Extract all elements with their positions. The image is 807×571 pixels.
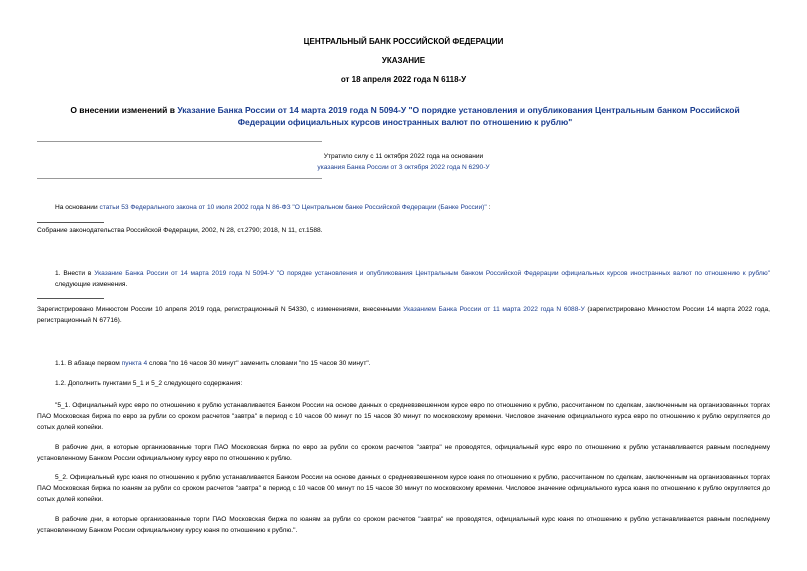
item-1-2: 1.2. Дополнить пунктами 5_1 и 5_2 следующего содержания: (55, 380, 243, 387)
footnote-2 (37, 304, 770, 326)
heading-link[interactable]: Указание Банка России от 14 марта 2019 года N 5094-У "О порядке установления и опубликования Центральным банком Российской Федерации официальных курсов иностранных валют по отношению к рублю" (177, 105, 740, 127)
basis-suffix: : (486, 204, 491, 211)
doc-heading (50, 104, 760, 128)
heading-prefix: О внесении изменений в (70, 105, 178, 115)
footnote-divider-2 (37, 298, 104, 299)
paragraph-5-2-b: В рабочие дни, в которые организованные торги ПАО Московская биржа по юаням за рубли со сроком расчетов "завтра" не проводятся, официальный курс юаня по отношению к рублю устанавливается равным последнему установленному Банком России официальному курсу юаня по отношению к рублю.". (37, 516, 770, 534)
item-1-1-link[interactable]: пункта 4 (121, 360, 148, 367)
doc-date-number: от 18 апреля 2022 года N 6118-У (340, 75, 467, 84)
status-text: Утратило силу с 11 октября 2022 года на основании (323, 153, 484, 160)
doc-type: УКАЗАНИЕ (381, 56, 426, 65)
paragraph-5-2: 5_2. Официальный курс юаня по отношению к рублю устанавливается Банком России на основе данных о средневзвешенном курсе юаня по отношению к рублю, рассчитанном по сделкам, заключенным на организованных торгах ПАО Московская биржа по юаням за рубли со сроком расчетов "завтра" в период с 10 часов 00 минут по 15 часов 30 минут по московскому времени. Числовое значение официального курса юаня по отношению к рублю округляется до сотых долей копейки. (37, 474, 770, 503)
footnote-2-link[interactable]: Указанием Банка России от 11 марта 2022 года N 6088-У (403, 306, 585, 313)
org-title: ЦЕНТРАЛЬНЫЙ БАНК РОССИЙСКОЙ ФЕДЕРАЦИИ (303, 37, 504, 46)
basis-prefix: На основании (55, 204, 100, 211)
footnote-2-prefix: Зарегистрировано Минюстом России 10 апреля 2019 года, регистрационный N 54330, с изменениями, внесенными (37, 306, 404, 313)
footnote-1: Собрание законодательства Российской Федерации, 2002, N 28, ст.2790; 2018, N 11, ст.1588. (37, 227, 323, 234)
item-1-1-prefix: 1.1. В абзаце первом (55, 360, 122, 367)
item-1-prefix: 1. Внести в (55, 270, 95, 277)
divider-top (37, 141, 322, 142)
status-link[interactable]: указания Банка России от 3 октября 2022 года N 6290-У (317, 164, 490, 171)
item-1-link[interactable]: Указание Банка России от 14 марта 2019 года N 5094-У "О порядке установления и опубликования Центральным банком Российской Федерации официальных курсов иностранных валют по отношению к рублю" (94, 270, 770, 277)
footnote-2-suffix: (зарегистрировано Минюстом России 14 марта 2022 года, регистрационный N 67716). (37, 306, 770, 324)
item-1-suffix: следующие изменения. (55, 281, 128, 288)
divider-bottom (37, 178, 322, 179)
paragraph-5-1-b: В рабочие дни, в которые организованные торги ПАО Московская биржа по евро за рубли со сроком расчетов "завтра" не проводятся, официальный курс евро по отношению к рублю устанавливается равным последнему установленному Банком России официальному курсу евро по отношению к рублю. (37, 444, 770, 462)
footnote-divider-1 (37, 222, 104, 223)
item-1-1-suffix: слова "по 16 часов 30 минут" заменить словами "по 15 часов 30 минут". (147, 360, 371, 367)
item-1-1 (55, 358, 770, 369)
basis-link[interactable]: статьи 53 Федерального закона от 10 июля 2002 года N 86-ФЗ "О Центральном банке Российской Федерации (Банке России)" (99, 204, 487, 211)
paragraph-5-1: "5_1. Официальный курс евро по отношению к рублю устанавливается Банком России на основе данных о средневзвешенном курсе евро по отношению к рублю, рассчитанном по сделкам, заключенным на организованных торгах ПАО Московская биржа по евро за рубли со сроком расчетов "завтра" в период с 10 часов 00 минут по 15 часов 30 минут по московскому времени. Числовое значение официального курса евро по отношению к рублю округляется до сотых долей копейки. (37, 402, 770, 431)
basis-paragraph (55, 202, 770, 213)
item-1 (55, 268, 770, 290)
